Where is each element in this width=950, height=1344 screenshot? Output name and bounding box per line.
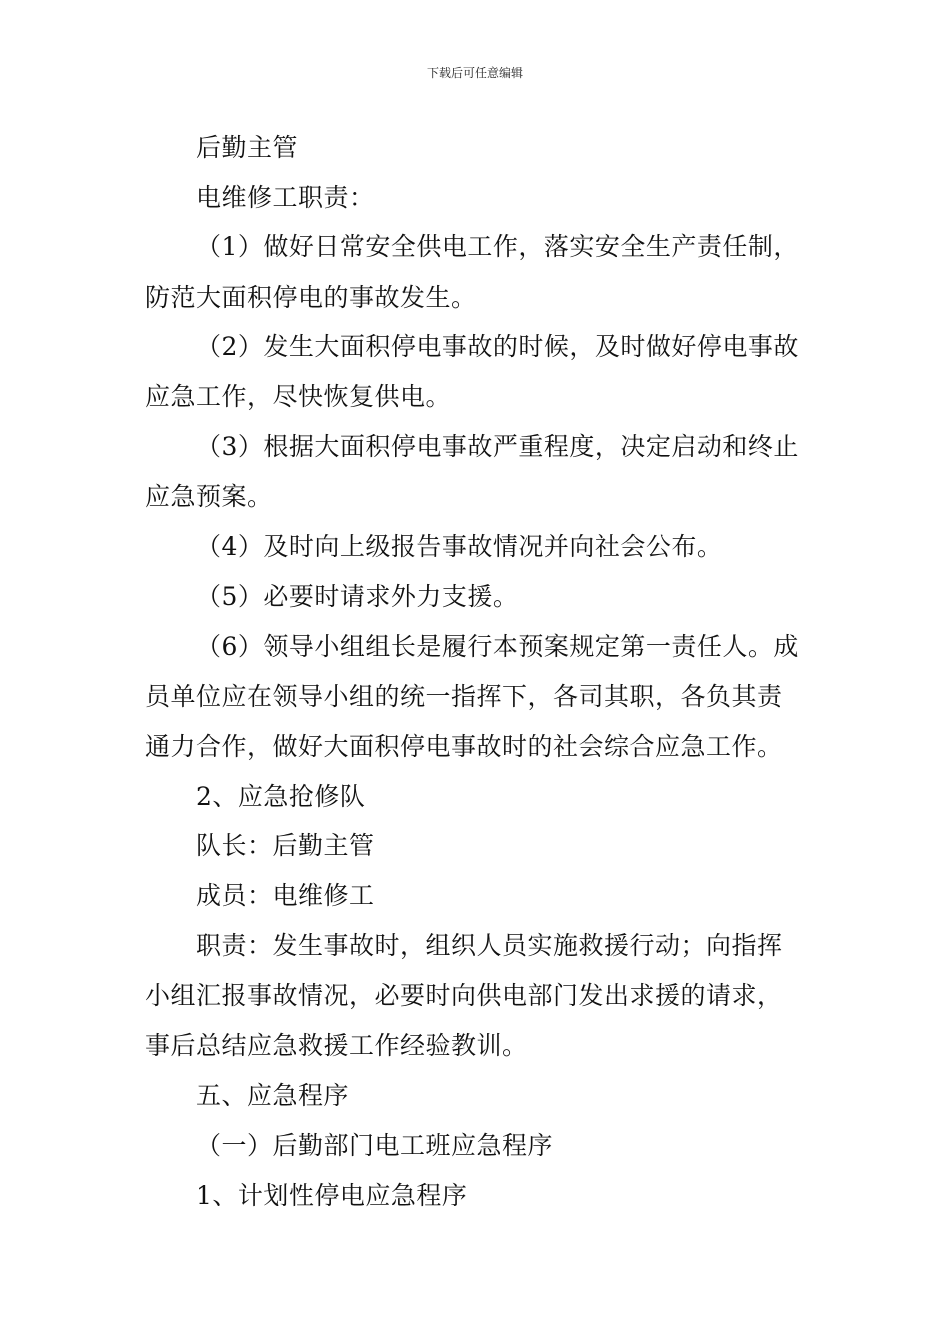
- text-line: 应急工作，尽快恢复供电。: [145, 382, 452, 411]
- text-line: （5）必要时请求外力支援。: [196, 582, 519, 611]
- text-line: （6）领导小组组长是履行本预案规定第一责任人。成: [196, 632, 799, 661]
- text-line: 通力合作，做好大面积停电事故时的社会综合应急工作。: [145, 732, 783, 761]
- page-header-note: 下载后可任意编辑: [426, 66, 523, 80]
- text-line: 五、应急程序: [196, 1081, 350, 1110]
- text-line: 防范大面积停电的事故发生。: [145, 283, 477, 312]
- text-line: 小组汇报事故情况，必要时向供电部门发出求援的请求，: [145, 981, 783, 1010]
- text-line: （3）根据大面积停电事故严重程度，决定启动和终止: [196, 432, 799, 461]
- text-line: （一）后勤部门电工班应急程序: [196, 1131, 554, 1160]
- text-line: （4）及时向上级报告事故情况并向社会公布。: [196, 532, 723, 561]
- text-line: 成员：电维修工: [196, 881, 375, 910]
- text-line: 后勤主管: [196, 133, 299, 162]
- text-line: 电维修工职责：: [196, 183, 375, 212]
- text-line: 队长：后勤主管: [196, 831, 375, 860]
- text-line: 2、应急抢修队: [196, 782, 366, 811]
- text-line: 应急预案。: [145, 482, 273, 511]
- text-line: 1、计划性停电应急程序: [196, 1181, 468, 1210]
- text-line: （2）发生大面积停电事故的时候，及时做好停电事故: [196, 332, 799, 361]
- text-line: 职责：发生事故时，组织人员实施救援行动；向指挥: [196, 931, 783, 960]
- text-line: 员单位应在领导小组的统一指挥下，各司其职，各负其责: [145, 682, 783, 711]
- text-line: （1）做好日常安全供电工作，落实安全生产责任制，: [196, 232, 799, 261]
- text-line: 事后总结应急救援工作经验教训。: [145, 1031, 528, 1060]
